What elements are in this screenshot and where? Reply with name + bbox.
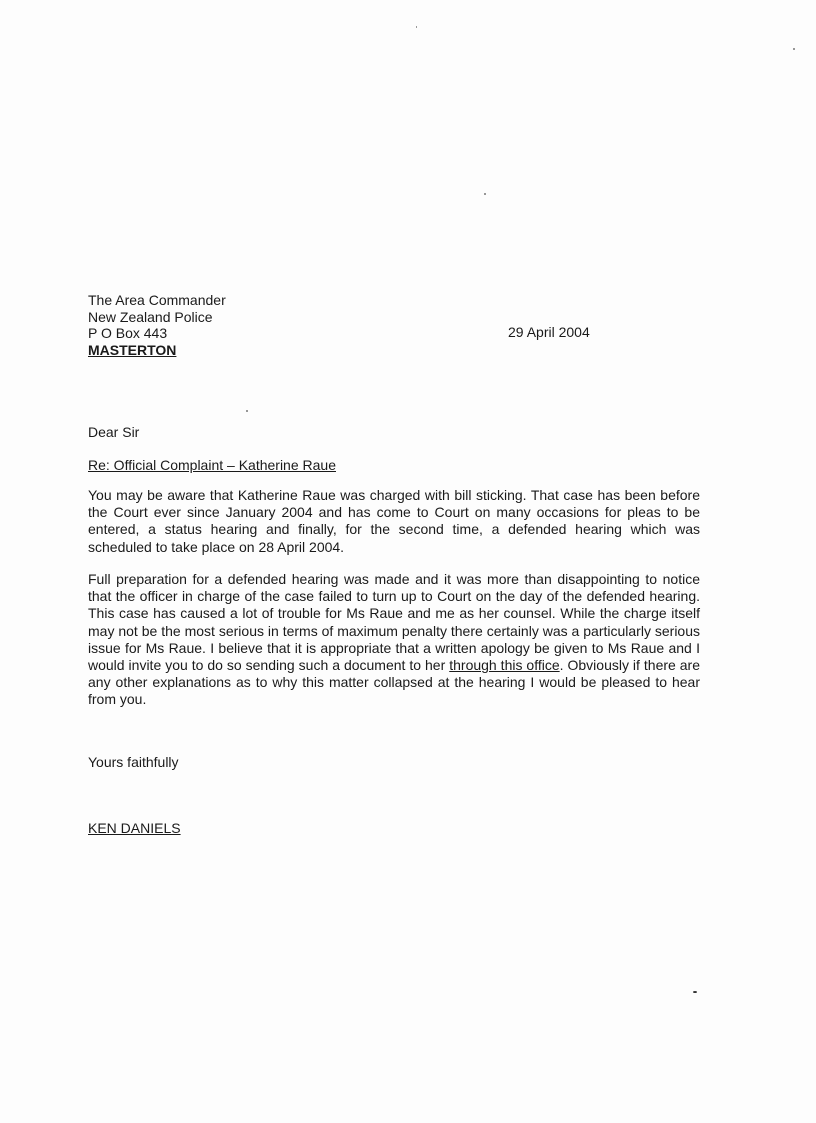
scan-speck [484,193,486,195]
subject-line: Re: Official Complaint – Katherine Raue [88,457,336,473]
paragraph-2-underlined-text: through this office [449,657,560,674]
closing: Yours faithfully [88,754,179,770]
paragraph-2-text-start: Full preparation for a defended hearing was made and it was more than disappointing to notice that the officer in charge of the case failed to turn up to Court on the day of the defended hearing. This case has caused a lot of trouble for Ms Raue and me as her counsel. While the charge itself may not be the most serious in terms of maximum penalty there certainly was a particularly serious issue for Ms Raue. I believe that it is appropriate that a written apology be given to Ms Raue and I would invite you to do so sending such a document to her [88,571,700,674]
signer-name: KEN DANIELS [88,820,181,836]
recipient-address [88,292,226,358]
paragraph-2-text-end: . Obviously if there are any other explanations as to why this matter collapsed at the hearing I would be pleased to hear from you. [88,657,700,708]
body-paragraph-1: You may be aware that Katherine Raue was charged with bill sticking. That case has been before the Court ever since January 2004 and has come to Court on many occasions for pleas to be entered, a status hearing and finally, for the second time, a defended hearing which was scheduled to take place on 28 April 2004. [88,487,700,555]
scan-speck [793,48,795,50]
recipient-city: MASTERTON [88,341,177,358]
salutation: Dear Sir [88,424,140,440]
recipient-line-2: New Zealand Police [88,308,213,325]
body-paragraph-2 [88,571,700,709]
scan-speck [693,991,697,993]
recipient-line-3: P O Box 443 [88,325,168,341]
letter-date: 29 April 2004 [508,324,590,340]
recipient-line-1: The Area Commander [88,292,226,308]
scan-speck [416,26,417,28]
scan-speck [246,410,248,412]
